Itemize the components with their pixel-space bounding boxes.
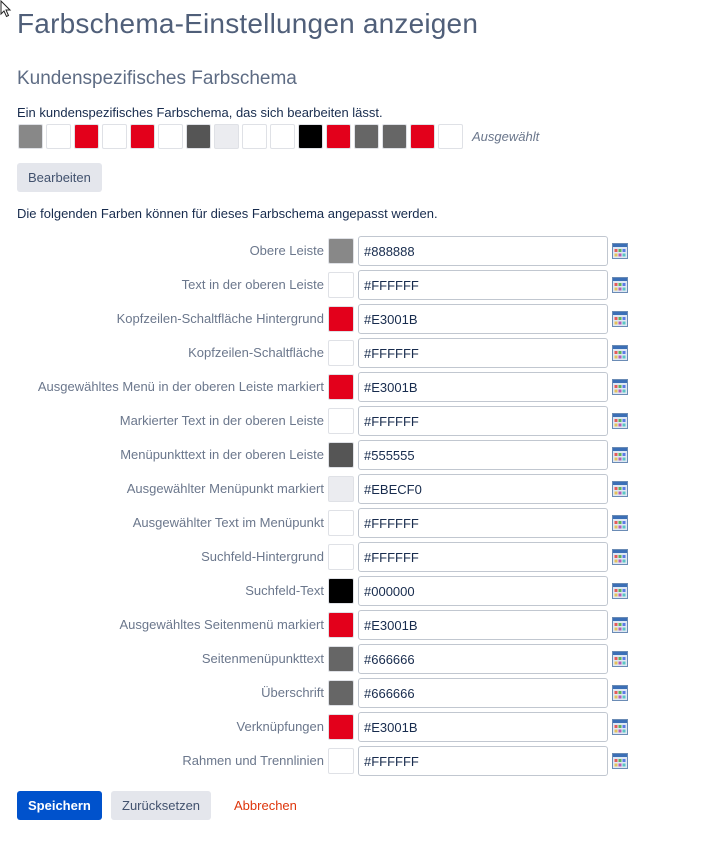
preview-swatch [326, 124, 351, 149]
hex-color-input[interactable] [358, 474, 608, 504]
selected-label: Ausgewählt [472, 129, 540, 144]
preview-swatch [18, 124, 43, 149]
color-picker-icon[interactable] [612, 617, 628, 633]
color-setting-row [0, 474, 706, 504]
hex-color-input[interactable] [358, 270, 608, 300]
color-picker-icon[interactable] [612, 515, 628, 531]
color-setting-label: Ausgewähltes Menü in der oberen Leiste markiert [37, 379, 324, 394]
color-picker-icon[interactable] [612, 447, 628, 463]
color-setting-label: Menüpunkttext in der oberen Leiste [120, 447, 324, 462]
scheme-description: Ein kundenspezifisches Farbschema, das sich bearbeiten lässt. [17, 105, 383, 120]
color-setting-row [0, 576, 706, 606]
color-setting-row [0, 406, 706, 436]
color-setting-label: Obere Leiste [249, 243, 324, 258]
preview-swatch [298, 124, 323, 149]
hex-color-input[interactable] [358, 610, 608, 640]
hex-color-input[interactable] [358, 440, 608, 470]
color-setting-row [0, 610, 706, 640]
color-picker-icon[interactable] [612, 243, 628, 259]
save-button[interactable]: Speichern [17, 791, 102, 820]
color-picker-icon[interactable] [612, 481, 628, 497]
color-swatch[interactable] [328, 442, 354, 468]
preview-swatch [382, 124, 407, 149]
section-title: Kundenspezifisches Farbschema [17, 68, 297, 89]
color-picker-icon[interactable] [612, 413, 628, 429]
color-picker-icon[interactable] [612, 277, 628, 293]
preview-swatch [102, 124, 127, 149]
preview-swatch [438, 124, 463, 149]
preview-swatch [74, 124, 99, 149]
color-swatch[interactable] [328, 510, 354, 536]
color-swatch[interactable] [328, 340, 354, 366]
page-title: Farbschema-Einstellungen anzeigen [17, 8, 479, 39]
color-swatch[interactable] [328, 578, 354, 604]
color-swatch[interactable] [328, 238, 354, 264]
color-setting-row [0, 712, 706, 742]
preview-swatch [46, 124, 71, 149]
color-setting-label: Suchfeld-Text [245, 583, 324, 598]
preview-swatch [130, 124, 155, 149]
color-picker-icon[interactable] [612, 311, 628, 327]
color-swatch[interactable] [328, 476, 354, 502]
color-setting-row [0, 270, 706, 300]
color-swatch[interactable] [328, 680, 354, 706]
hex-color-input[interactable] [358, 678, 608, 708]
reset-button[interactable]: Zurücksetzen [111, 791, 211, 820]
color-setting-row [0, 644, 706, 674]
color-picker-icon[interactable] [612, 583, 628, 599]
hex-color-input[interactable] [358, 542, 608, 572]
hex-color-input[interactable] [358, 304, 608, 334]
edit-button[interactable]: Bearbeiten [17, 163, 102, 192]
color-setting-row [0, 678, 706, 708]
hex-color-input[interactable] [358, 644, 608, 674]
preview-swatch [186, 124, 211, 149]
hex-color-input[interactable] [358, 508, 608, 538]
preview-swatch [214, 124, 239, 149]
color-picker-icon[interactable] [612, 685, 628, 701]
color-swatch[interactable] [328, 374, 354, 400]
color-setting-row [0, 508, 706, 538]
preview-swatch [270, 124, 295, 149]
color-picker-icon[interactable] [612, 379, 628, 395]
hex-color-input[interactable] [358, 746, 608, 776]
color-setting-label: Überschrift [261, 685, 324, 700]
color-setting-label: Kopfzeilen-Schaltfläche Hintergrund [116, 311, 324, 326]
color-setting-label: Ausgewählter Text im Menüpunkt [132, 515, 324, 530]
color-swatch[interactable] [328, 272, 354, 298]
mouse-pointer-icon [0, 0, 12, 18]
color-picker-icon[interactable] [612, 345, 628, 361]
color-swatch[interactable] [328, 612, 354, 638]
hex-color-input[interactable] [358, 406, 608, 436]
color-setting-row [0, 338, 706, 368]
color-setting-row [0, 304, 706, 334]
color-picker-icon[interactable] [612, 753, 628, 769]
color-setting-label: Suchfeld-Hintergrund [201, 549, 324, 564]
hex-color-input[interactable] [358, 576, 608, 606]
color-swatch[interactable] [328, 306, 354, 332]
info-text: Die folgenden Farben können für dieses Farbschema angepasst werden. [17, 206, 438, 221]
color-setting-row [0, 372, 706, 402]
scheme-preview[interactable] [18, 123, 539, 150]
color-setting-row [0, 236, 706, 266]
hex-color-input[interactable] [358, 236, 608, 266]
color-setting-label: Verknüpfungen [236, 719, 324, 734]
color-setting-label: Rahmen und Trennlinien [182, 753, 324, 768]
color-swatch[interactable] [328, 544, 354, 570]
color-picker-icon[interactable] [612, 549, 628, 565]
hex-color-input[interactable] [358, 372, 608, 402]
preview-swatch [242, 124, 267, 149]
color-picker-icon[interactable] [612, 719, 628, 735]
color-setting-label: Seitenmenüpunkttext [201, 651, 324, 666]
color-setting-label: Kopfzeilen-Schaltfläche [188, 345, 324, 360]
hex-color-input[interactable] [358, 712, 608, 742]
color-setting-row [0, 746, 706, 776]
color-swatch[interactable] [328, 714, 354, 740]
color-swatch[interactable] [328, 748, 354, 774]
hex-color-input[interactable] [358, 338, 608, 368]
preview-swatch [354, 124, 379, 149]
color-picker-icon[interactable] [612, 651, 628, 667]
color-setting-label: Ausgewähltes Seitenmenü markiert [119, 617, 324, 632]
color-setting-label: Markierter Text in der oberen Leiste [119, 413, 324, 428]
preview-swatch [158, 124, 183, 149]
color-setting-label: Text in der oberen Leiste [181, 277, 324, 292]
color-setting-label: Ausgewählter Menüpunkt markiert [126, 481, 324, 496]
color-setting-row [0, 440, 706, 470]
color-swatch[interactable] [328, 646, 354, 672]
color-swatch[interactable] [328, 408, 354, 434]
color-setting-row [0, 542, 706, 572]
cancel-button[interactable]: Abbrechen [224, 791, 307, 820]
preview-swatch [410, 124, 435, 149]
